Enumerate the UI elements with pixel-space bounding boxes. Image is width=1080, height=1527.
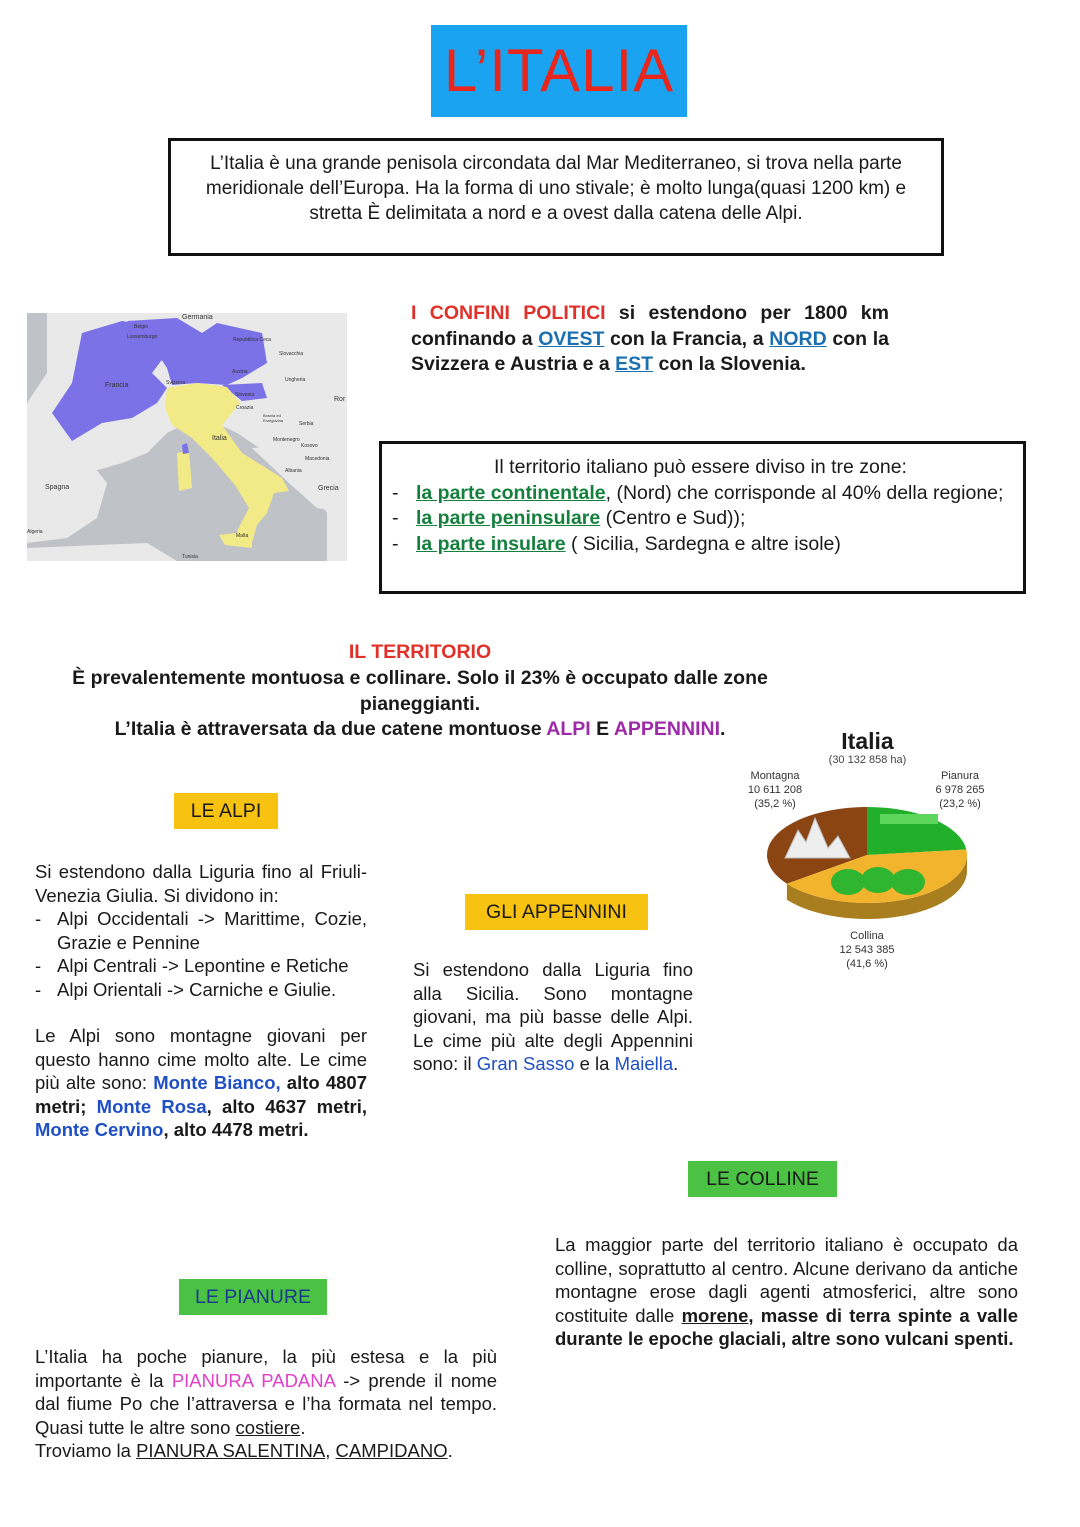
map-label-kosovo: Kosovo bbox=[301, 443, 318, 449]
pianure-text-2: -> prende il nome dal fiume Po che l’attraversa e l’ha formata nel tempo. Quasi tutte le altre sono bbox=[35, 1369, 497, 1438]
map-label-francia: Francia bbox=[105, 382, 129, 389]
map-label-slovenia: Slovenia bbox=[235, 392, 255, 398]
map-label-svizzera: Svizzera bbox=[166, 380, 186, 386]
hill-icon bbox=[831, 869, 865, 895]
monte-rosa: Monte Rosa bbox=[96, 1095, 207, 1117]
monte-cervino-height: , alto 4478 metri. bbox=[163, 1119, 309, 1140]
pie-label-value: 6 978 265 bbox=[935, 784, 985, 796]
pianure-text bbox=[35, 1345, 497, 1463]
map-label-ungheria: Ungheria bbox=[285, 377, 306, 383]
territorio-line-2-text: L’Italia è attraversata da due catene montuose bbox=[114, 718, 547, 740]
pianure-heading: LE PIANURE bbox=[179, 1279, 327, 1315]
alpi-list-item: - Alpi Occidentali -> Marittime, Cozie, Grazie e Pennine bbox=[35, 907, 367, 954]
monte-bianco: Monte Bianco, bbox=[153, 1072, 281, 1093]
pianure-comma: , bbox=[325, 1440, 336, 1461]
map-label-tunisia: Tunisia bbox=[182, 554, 198, 560]
gran-sasso: Gran Sasso bbox=[476, 1053, 575, 1074]
hill-icon bbox=[861, 867, 895, 893]
pianura-salentina: PIANURA SALENTINA bbox=[136, 1440, 326, 1461]
map-label-albania: Albania bbox=[285, 468, 302, 474]
monte-rosa-height: , alto 4637 metri, bbox=[206, 1095, 367, 1117]
confini-paragraph bbox=[411, 301, 889, 378]
pianure-text-5: . bbox=[447, 1440, 453, 1461]
colline-text-2: , masse di terra spinte a valle durante le epoche glaciali, altre sono vulcani spenti. bbox=[555, 1304, 1019, 1349]
alpi-heading: LE ALPI bbox=[174, 793, 278, 829]
confini-text-2: con la Francia, a bbox=[604, 327, 770, 350]
pie-label-percent: (41,6 %) bbox=[846, 958, 888, 970]
page-title: L’ITALIA bbox=[431, 25, 687, 117]
territorio-dot: . bbox=[720, 718, 726, 740]
appennini-text-1: Si estendono dalla Liguria fino alla Sicilia. Sono montagne giovani, ma più basse delle Alpi. Le cime più alte degli Appennini sono: il bbox=[413, 959, 693, 1074]
zone-item bbox=[390, 481, 1011, 507]
confini-ovest: OVEST bbox=[538, 327, 605, 350]
zone-item-label: la parte peninsulare bbox=[416, 507, 601, 529]
map-label-lussemburgo: Lussemburgo bbox=[127, 334, 158, 340]
territorio-e: E bbox=[590, 718, 614, 740]
maiella: Maiella bbox=[614, 1053, 674, 1074]
map-label-slovacchia: Slovacchia bbox=[279, 351, 304, 357]
appennini-text-2: e la bbox=[574, 1053, 615, 1074]
map-label-serbia: Serbia bbox=[299, 421, 314, 427]
colline-heading: LE COLLINE bbox=[688, 1161, 837, 1197]
campidano: CAMPIDANO bbox=[335, 1440, 448, 1461]
alpi-text bbox=[35, 860, 367, 1142]
map-label-austria: Austria bbox=[232, 369, 248, 375]
map-label-grecia: Grecia bbox=[318, 485, 339, 492]
map-label-macedonia: Macedonia bbox=[305, 456, 330, 462]
pie-label-percent: (35,2 %) bbox=[754, 798, 796, 810]
field-icon bbox=[880, 814, 938, 824]
confini-nord: NORD bbox=[769, 327, 827, 350]
monte-bianco-height: alto 4807 metri; bbox=[35, 1072, 367, 1117]
pie-chart bbox=[760, 800, 975, 925]
map-label-bosnia: Bosnia ed Erzegovina bbox=[263, 413, 284, 423]
appennini-text bbox=[413, 958, 693, 1076]
zone-item-label: la parte continentale bbox=[416, 481, 606, 504]
pie-label-montagna bbox=[740, 769, 810, 811]
pianure-text-3: . bbox=[300, 1416, 306, 1438]
confini-text-4: con la Slovenia. bbox=[653, 353, 806, 375]
intro-text: L’Italia è una grande penisola circondata dal Mar Mediterraneo, si trova nella parte meridionale dell’Europa. Ha la forma di uno stivale; è molto lunga(quasi 1200 km) e stretta È delimitata a nord e a ovest dalla catena delle Alpi. bbox=[205, 153, 907, 224]
zone-list bbox=[390, 481, 1011, 558]
pianure-text-4: Troviamo la bbox=[35, 1440, 137, 1461]
territorio-line-1: È prevalentemente montuosa e collinare. Solo il 23% è occupato dalle zone pianeggianti. bbox=[72, 667, 768, 715]
costiere: costiere bbox=[235, 1416, 301, 1438]
map-label-malta: Malta bbox=[236, 533, 249, 539]
alpi-list bbox=[35, 907, 367, 1001]
zone-item bbox=[390, 532, 1011, 558]
alpi-intro: Si estendono dalla Liguria fino al Friuli- Venezia Giulia. Si dividono in: bbox=[35, 861, 367, 906]
zone-item bbox=[390, 506, 1011, 532]
pie-label-value: 12 543 385 bbox=[839, 944, 895, 956]
map-label-croazia: Croazia bbox=[236, 405, 254, 411]
appennini-text-3: . bbox=[673, 1053, 679, 1074]
chart-title: Italia bbox=[841, 728, 894, 754]
europe-map bbox=[27, 313, 347, 561]
zone-item-text: ( Sicilia, Sardegna e altre isole) bbox=[565, 532, 841, 555]
map-label-italia: Italia bbox=[212, 435, 227, 442]
monte-cervino: Monte Cervino bbox=[35, 1119, 164, 1140]
morene: morene bbox=[681, 1304, 749, 1326]
chart-subtitle: (30 132 858 ha) bbox=[828, 754, 907, 766]
pianure-paragraph bbox=[35, 1345, 497, 1439]
zone-intro: Il territorio italiano può essere diviso in tre zone: bbox=[494, 456, 907, 478]
map-label-spagna: Spagna bbox=[45, 484, 70, 491]
pie-label-pianura bbox=[925, 769, 995, 811]
pie-label-name: Collina bbox=[850, 930, 884, 942]
pianure-text-1: L’Italia ha poche pianure, la più estesa e la più importante è la bbox=[35, 1346, 497, 1391]
map-label-belgio: Belgio bbox=[134, 324, 148, 330]
map-label-montenegro: Montenegro bbox=[273, 437, 300, 443]
territorio-alpi: ALPI bbox=[546, 718, 591, 740]
hill-icon bbox=[891, 869, 925, 895]
alpi-list-item: - Alpi Centrali -> Lepontine e Retiche bbox=[35, 954, 367, 978]
territorio-title: IL TERRITORIO bbox=[348, 641, 492, 663]
map-label-algeria: Algeria bbox=[27, 529, 43, 535]
confini-text-3: con la Svizzera e Austria e a bbox=[411, 327, 889, 375]
pie-label-name: Pianura bbox=[941, 770, 979, 782]
pianure-line-2 bbox=[35, 1439, 497, 1463]
colline-text bbox=[555, 1233, 1018, 1351]
colline-text-1: La maggior parte del territorio italiano è occupato da colline, soprattutto al centro. Alcune derivano da antiche montagne erose dagli agenti atmosferici, altre sono costituite dalle bbox=[555, 1234, 1018, 1326]
alpi-peaks bbox=[35, 1024, 367, 1142]
territorio-appennini: APPENNINI bbox=[613, 718, 720, 740]
intro-box bbox=[168, 138, 944, 256]
map-label-rep-ceca: Repubblica Ceca bbox=[233, 337, 272, 343]
confini-title: I CONFINI POLITICI bbox=[411, 302, 606, 324]
pianura-padana: PIANURA PADANA bbox=[171, 1369, 335, 1391]
pie-label-value: 10 611 208 bbox=[747, 784, 803, 796]
territorio-text bbox=[40, 666, 800, 743]
pie-label-collina bbox=[832, 929, 902, 971]
map-label-ror: Ror bbox=[334, 396, 346, 403]
appennini-heading: GLI APPENNINI bbox=[465, 894, 648, 930]
map-label-germania: Germania bbox=[182, 314, 213, 321]
zone-box bbox=[379, 441, 1026, 594]
pie-label-name: Montagna bbox=[750, 770, 800, 782]
territorio-line-2 bbox=[40, 717, 800, 743]
zone-item-label: la parte insulare bbox=[416, 532, 566, 555]
confini-est: EST bbox=[615, 353, 654, 375]
alpi-list-item: - Alpi Orientali -> Carniche e Giulie. bbox=[35, 978, 367, 1002]
alpi-peaks-text: Le Alpi sono montagne giovani per questo hanno cime molto alte. Le cime più alte sono: bbox=[35, 1025, 367, 1093]
zone-item-text: , (Nord) che corrisponde al 40% della regione; bbox=[605, 481, 1004, 504]
confini-text-1: si estendono per 1800 km confinando a bbox=[411, 302, 889, 350]
zone-item-text: (Centro e Sud)); bbox=[600, 507, 746, 529]
pie-label-percent: (23,2 %) bbox=[939, 798, 981, 810]
